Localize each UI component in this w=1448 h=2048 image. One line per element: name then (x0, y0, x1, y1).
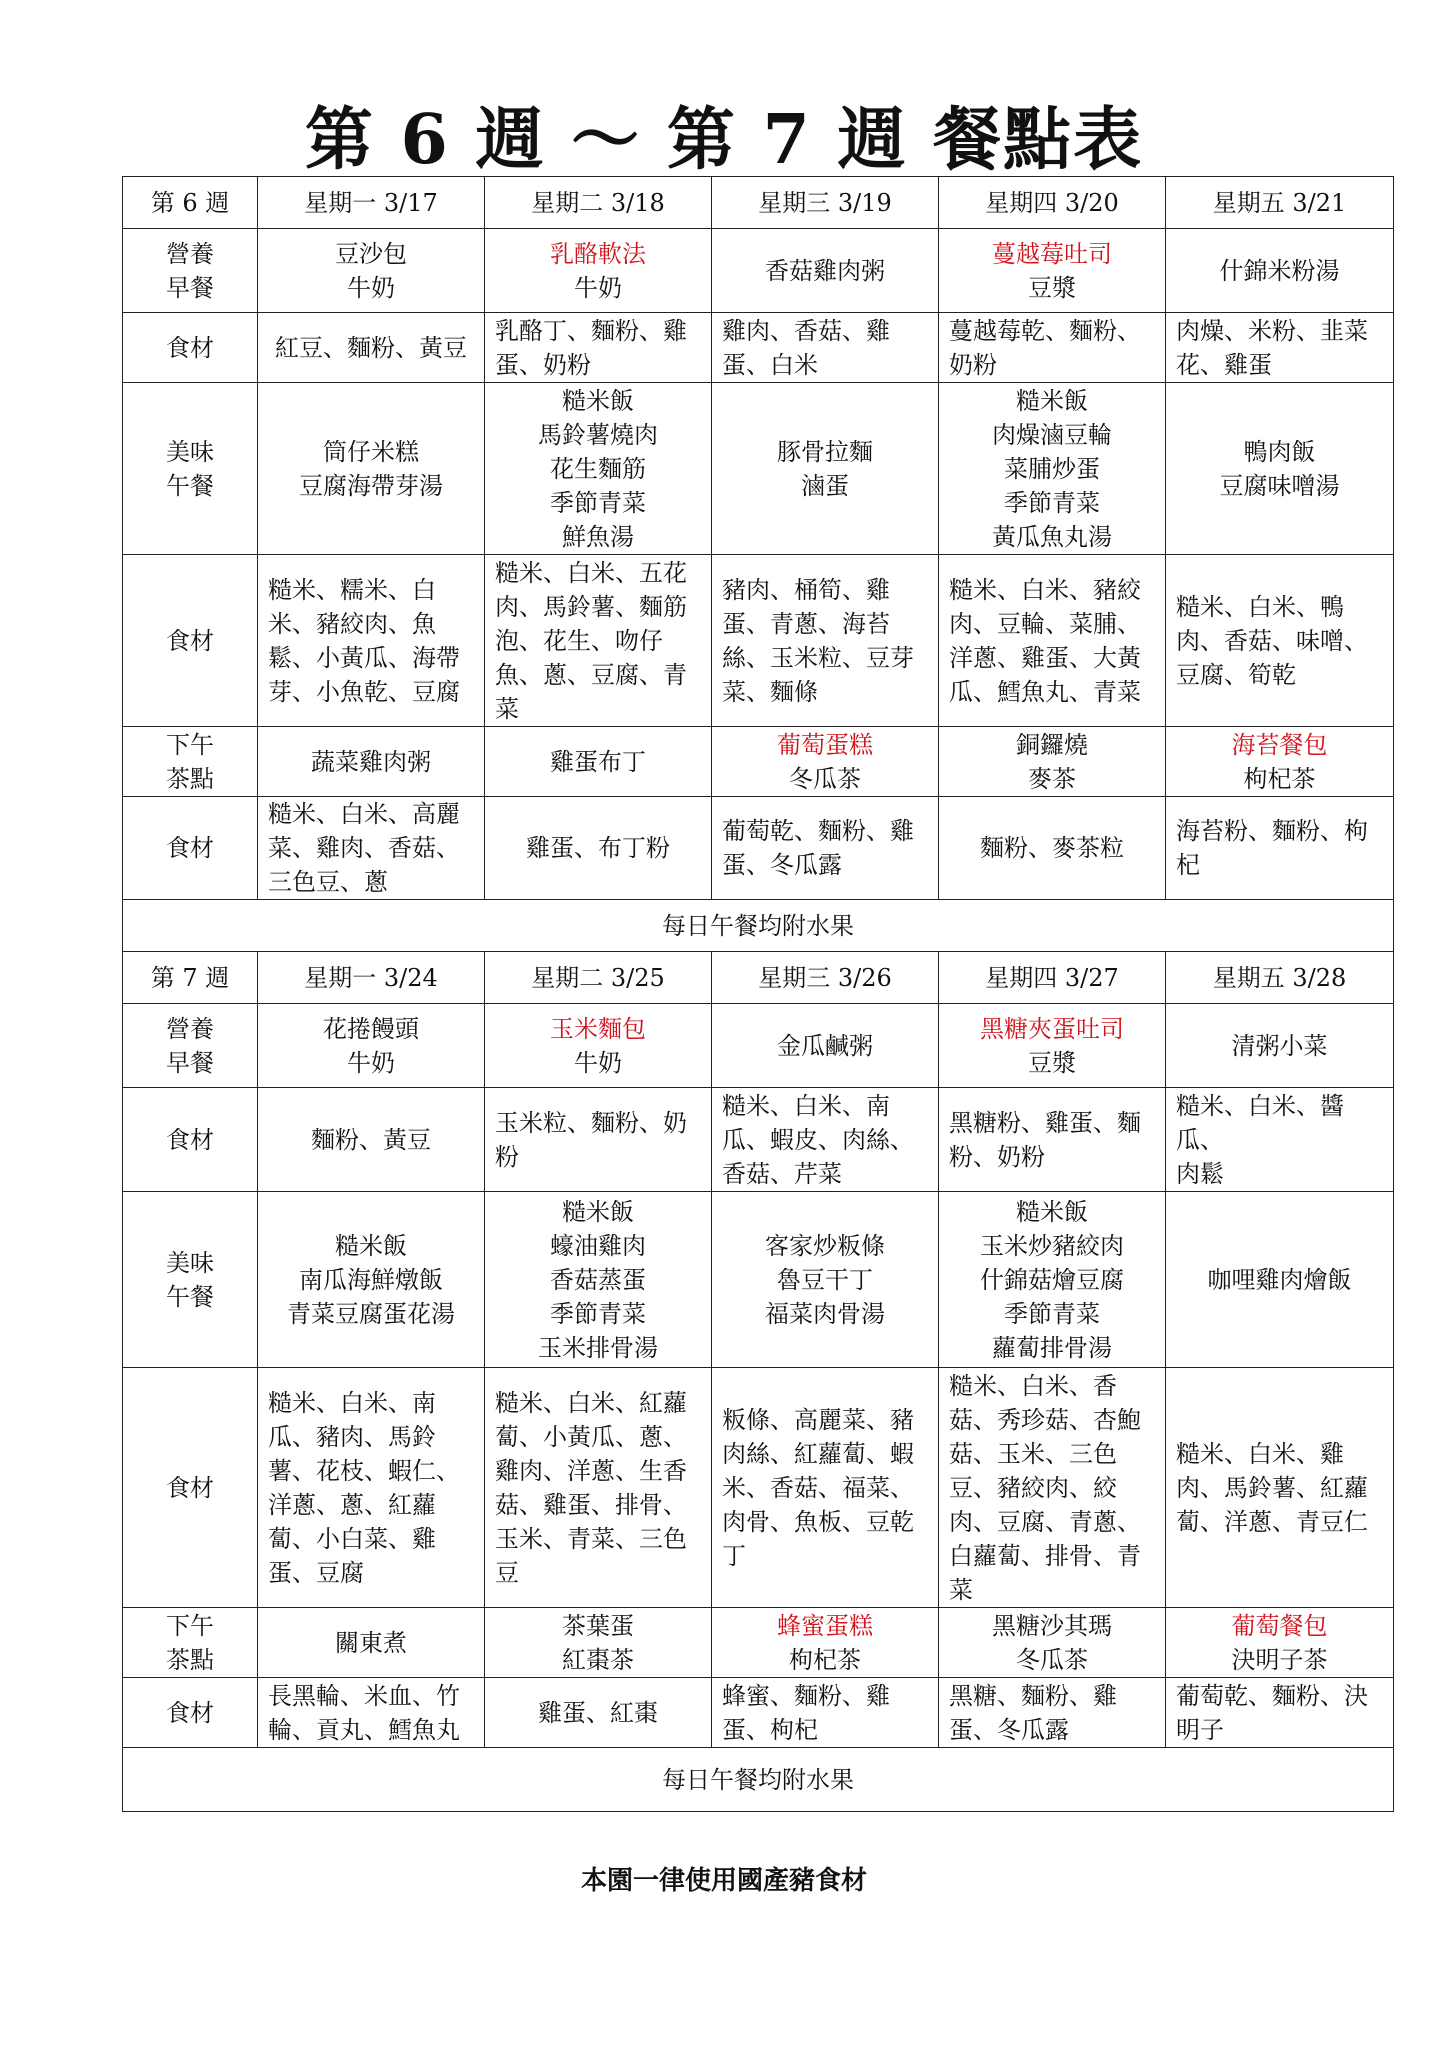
cell-line: 蔔、洋蔥、青豆仁 (1176, 1507, 1368, 1536)
row-label: 食材 (123, 797, 258, 900)
cell-line: 杞 (1176, 851, 1200, 879)
menu-item: 牛奶 (347, 273, 395, 302)
menu-item: 花捲饅頭 (323, 1014, 419, 1043)
ingredients-cell (258, 313, 485, 383)
row-label: 食材 (123, 1088, 258, 1192)
cell-line: 茶點 (166, 1645, 214, 1674)
ingredients-cell (258, 1678, 485, 1748)
menu-item: 什錦米粉湯 (1219, 256, 1340, 285)
cell-line: 蘿蔔排骨湯 (992, 1333, 1112, 1362)
lunch-cell (1166, 1192, 1394, 1368)
menu-item: 蔬菜雞肉粥 (311, 747, 431, 776)
day-header: 星期四 3/20 (939, 177, 1166, 229)
cell-line: 南瓜海鮮燉飯 (299, 1265, 443, 1294)
cell-line: 美味 (166, 437, 214, 466)
cell-line: 鴨肉飯 (1243, 437, 1316, 466)
cell-line: 青菜豆腐蛋花湯 (287, 1299, 455, 1328)
cell-line: 糙米、白米、南 (268, 1388, 436, 1417)
cell-line: 豬肉、桶筍、雞 (722, 575, 890, 604)
cell-line: 蛋、豆腐 (268, 1558, 364, 1587)
cell-line: 肉燥、米粉、韭菜 (1176, 316, 1368, 345)
breakfast-cell (1166, 229, 1394, 313)
cell-line: 瓜、豬肉、馬鈴 (268, 1422, 436, 1451)
menu-item: 牛奶 (574, 1048, 622, 1077)
cell-line: 肉、香菇、味噌、 (1176, 626, 1368, 655)
week-label: 第 6 週 (123, 177, 258, 229)
week-label: 第 7 週 (123, 952, 258, 1004)
cell-line: 玉米炒豬絞肉 (980, 1231, 1124, 1260)
cell-line: 下午 (166, 1611, 214, 1640)
cell-line: 季節青菜 (550, 1299, 646, 1328)
ingredients-cell (258, 555, 485, 727)
ingredients-cell (712, 555, 939, 727)
menu-item: 雞蛋布丁 (550, 747, 646, 776)
cell-line: 香菇蒸蛋 (550, 1265, 646, 1294)
menu-item: 冬瓜茶 (789, 764, 861, 793)
cell-line: 季節青菜 (550, 488, 646, 517)
cell-line: 紅豆、麵粉、黃豆 (275, 333, 467, 362)
cell-line: 泡、花生、吻仔 (495, 626, 663, 655)
cell-line: 菜 (495, 694, 519, 723)
row-label: 食材 (123, 1678, 258, 1748)
cell-line: 麵粉、麥茶粒 (980, 834, 1124, 862)
cell-line: 蔔、小白菜、雞 (268, 1524, 436, 1553)
cell-line: 糙米、白米、醬 (1176, 1091, 1344, 1120)
cell-line: 滷蛋 (801, 471, 849, 500)
day-header: 星期三 3/26 (712, 952, 939, 1004)
menu-item: 枸杞茶 (789, 1645, 861, 1674)
cell-line: 芽、小魚乾、豆腐 (268, 677, 460, 706)
cell-line: 肉骨、魚板、豆乾 (722, 1507, 914, 1536)
menu-item: 關東煮 (335, 1628, 407, 1657)
menu-item: 玉米麵包 (550, 1014, 646, 1043)
cell-line: 豆腐味噌湯 (1219, 471, 1340, 500)
breakfast-cell (258, 1004, 485, 1088)
menu-item: 黑糖沙其瑪 (992, 1611, 1112, 1640)
cell-line: 美味 (166, 1248, 214, 1277)
ingredients-cell (1166, 797, 1394, 900)
cell-line: 花、雞蛋 (1176, 350, 1272, 379)
cell-line: 糙米飯 (1016, 386, 1088, 415)
cell-line: 輪、貢丸、鱈魚丸 (268, 1715, 460, 1744)
menu-item: 金瓜鹹粥 (777, 1031, 873, 1060)
ingredients-cell (939, 1368, 1166, 1608)
snack-cell (258, 1608, 485, 1678)
menu-item: 牛奶 (574, 273, 622, 302)
page-title: 第 6 週 ～ 第 7 週 餐點表 (304, 100, 1144, 180)
cell-line: 白蘿蔔、排骨、青 (949, 1541, 1141, 1570)
cell-line: 肉、馬鈴薯、麵筋 (495, 592, 687, 621)
cell-line: 花生麵筋 (550, 454, 646, 483)
cell-line: 玉米、青菜、三色 (495, 1524, 687, 1553)
cell-line: 早餐 (166, 1048, 214, 1077)
cell-line: 菇、秀珍菇、杏鮑 (949, 1405, 1141, 1434)
menu-item: 枸杞茶 (1243, 764, 1316, 793)
cell-line: 糙米、白米、雞 (1176, 1439, 1344, 1468)
cell-line: 午餐 (166, 1282, 214, 1311)
ingredients-cell (939, 1678, 1166, 1748)
cell-line: 魚、蔥、豆腐、青 (495, 660, 687, 689)
breakfast-cell (1166, 1004, 1394, 1088)
cell-line: 豆、豬絞肉、絞 (949, 1473, 1117, 1502)
lunch-fruit-note: 每日午餐均附水果 (123, 1748, 1394, 1812)
menu-item: 牛奶 (347, 1048, 395, 1077)
snack-cell (939, 1608, 1166, 1678)
day-header: 星期五 3/21 (1166, 177, 1394, 229)
cell-line: 黑糖、麵粉、雞 (949, 1681, 1117, 1710)
menu-item: 麥茶 (1028, 764, 1076, 793)
menu-item: 香菇雞肉粥 (765, 256, 885, 285)
cell-line: 季節青菜 (1004, 1299, 1100, 1328)
cell-line: 糙米、白米、高麗 (268, 800, 460, 828)
cell-line: 豆 (495, 1558, 519, 1587)
cell-line: 肉絲、紅蘿蔔、蝦 (722, 1439, 914, 1468)
cell-line: 客家炒粄條 (765, 1231, 885, 1260)
ingredients-cell (939, 797, 1166, 900)
cell-line: 鮮魚湯 (562, 522, 634, 551)
cell-line: 菜、麵條 (722, 677, 818, 706)
cell-line: 糙米、糯米、白 (268, 575, 436, 604)
cell-line: 蛋、白米 (722, 350, 818, 379)
breakfast-cell (712, 229, 939, 313)
ingredients-cell (485, 555, 712, 727)
cell-line: 午餐 (166, 471, 214, 500)
menu-item: 銅鑼燒 (1016, 730, 1088, 759)
day-header: 星期二 3/18 (485, 177, 712, 229)
cell-line: 糙米、白米、豬絞 (949, 575, 1141, 604)
cell-line: 糙米飯 (335, 1231, 407, 1260)
cell-line: 玉米粒、麵粉、奶 (495, 1108, 687, 1137)
cell-line: 肉、豆腐、青蔥、 (949, 1507, 1141, 1536)
cell-line: 洋蔥、雞蛋、大黃 (949, 643, 1141, 672)
lunch-cell (712, 1192, 939, 1368)
snack-cell (485, 727, 712, 797)
cell-line: 雞蛋、紅棗 (538, 1698, 658, 1727)
cell-line: 絲、玉米粒、豆芽 (722, 643, 914, 672)
cell-line: 肉、馬鈴薯、紅蘿 (1176, 1473, 1368, 1502)
lunch-cell (485, 383, 712, 555)
cell-line: 蔓越莓乾、麵粉、 (949, 316, 1141, 345)
ingredients-cell (1166, 1088, 1394, 1192)
menu-item: 葡萄餐包 (1231, 1611, 1328, 1640)
snack-cell (258, 727, 485, 797)
cell-line: 玉米排骨湯 (538, 1333, 658, 1362)
cell-line: 筒仔米糕 (323, 437, 419, 466)
snack-cell (1166, 727, 1394, 797)
cell-line: 三色豆、蔥 (268, 868, 388, 896)
ingredients-cell (939, 1088, 1166, 1192)
cell-line: 鬆、小黃瓜、海帶 (268, 643, 460, 672)
breakfast-cell (485, 1004, 712, 1088)
cell-line: 蛋、冬瓜露 (722, 851, 842, 879)
snack-cell (1166, 1608, 1394, 1678)
cell-line: 糙米、白米、南 (722, 1091, 890, 1120)
cell-line: 葡萄乾、麵粉、決 (1176, 1681, 1368, 1710)
ingredients-cell (712, 1678, 939, 1748)
day-header: 星期一 3/17 (258, 177, 485, 229)
row-label: 食材 (123, 313, 258, 383)
menu-item: 蜂蜜蛋糕 (777, 1611, 873, 1640)
cell-line: 菇、雞蛋、排骨、 (495, 1490, 687, 1519)
row-label (123, 1004, 258, 1088)
day-header: 星期三 3/19 (712, 177, 939, 229)
ingredients-cell (485, 1088, 712, 1192)
cell-line: 麵粉、黃豆 (311, 1125, 431, 1154)
menu-item: 乳酪軟法 (550, 239, 646, 268)
breakfast-cell (485, 229, 712, 313)
lunch-cell (939, 1192, 1166, 1368)
ingredients-cell (712, 1088, 939, 1192)
ingredients-cell (258, 1368, 485, 1608)
breakfast-cell (939, 229, 1166, 313)
lunch-cell (939, 383, 1166, 555)
cell-line: 豚骨拉麵 (777, 437, 873, 466)
cell-line: 豆腐海帶芽湯 (299, 471, 443, 500)
snack-cell (485, 1608, 712, 1678)
menu-item: 清粥小菜 (1231, 1031, 1328, 1060)
cell-line: 粄條、高麗菜、豬 (722, 1405, 914, 1434)
cell-line: 蛋、奶粉 (495, 350, 591, 379)
cell-line: 肉鬆 (1176, 1159, 1224, 1188)
cell-line: 蛋、青蔥、海苔 (722, 609, 890, 638)
cell-line: 黑糖粉、雞蛋、麵 (949, 1108, 1141, 1137)
cell-line: 糙米、白米、香 (949, 1371, 1117, 1400)
ingredients-cell (485, 313, 712, 383)
row-label (123, 1192, 258, 1368)
cell-line: 馬鈴薯燒肉 (538, 420, 658, 449)
ingredients-cell (485, 1678, 712, 1748)
cell-line: 什錦菇燴豆腐 (980, 1265, 1124, 1294)
menu-item: 蔓越莓吐司 (992, 239, 1112, 268)
cell-line: 米、豬絞肉、魚 (268, 609, 436, 638)
cell-line: 菜、雞肉、香菇、 (268, 834, 460, 862)
cell-line: 肉、豆輪、菜脯、 (949, 609, 1141, 638)
cell-line: 糙米飯 (1016, 1197, 1088, 1226)
cell-line: 豆腐、筍乾 (1176, 660, 1296, 689)
ingredients-cell (939, 555, 1166, 727)
menu-item: 紅棗茶 (562, 1645, 634, 1674)
ingredients-cell (712, 797, 939, 900)
cell-line: 雞蛋、布丁粉 (526, 834, 670, 862)
ingredients-cell (485, 797, 712, 900)
cell-line: 雞肉、香菇、雞 (722, 316, 890, 345)
snack-cell (712, 727, 939, 797)
cell-line: 營養 (166, 1014, 214, 1043)
cell-line: 粉 (495, 1142, 519, 1171)
ingredients-cell (258, 1088, 485, 1192)
cell-line: 糙米、白米、五花 (495, 558, 687, 587)
cell-line: 蔔、小黃瓜、蔥、 (495, 1422, 687, 1451)
cell-line: 營養 (166, 239, 214, 268)
cell-line: 糙米、白米、鴨 (1176, 592, 1344, 621)
day-header: 星期四 3/27 (939, 952, 1166, 1004)
day-header: 星期五 3/28 (1166, 952, 1394, 1004)
lunch-cell (712, 383, 939, 555)
ingredients-cell (939, 313, 1166, 383)
cell-line: 下午 (166, 730, 214, 759)
lunch-cell (485, 1192, 712, 1368)
ingredients-cell (485, 1368, 712, 1608)
lunch-cell (1166, 383, 1394, 555)
cell-line: 肉燥滷豆輪 (992, 420, 1112, 449)
cell-line: 黃瓜魚丸湯 (992, 522, 1112, 551)
menu-item: 豆漿 (1028, 273, 1076, 302)
cell-line: 魯豆干丁 (777, 1265, 873, 1294)
day-header: 星期一 3/24 (258, 952, 485, 1004)
cell-line: 香菇、芹菜 (722, 1159, 842, 1188)
row-label (123, 383, 258, 555)
row-label: 食材 (123, 555, 258, 727)
lunch-fruit-note: 每日午餐均附水果 (123, 900, 1394, 952)
row-label (123, 229, 258, 313)
cell-line: 長黑輪、米血、竹 (268, 1681, 460, 1710)
cell-line: 洋蔥、蔥、紅蘿 (268, 1490, 436, 1519)
ingredients-cell (1166, 1678, 1394, 1748)
snack-cell (939, 727, 1166, 797)
cell-line: 丁 (722, 1541, 746, 1570)
cell-line: 糙米、白米、紅蘿 (495, 1388, 687, 1417)
cell-line: 福菜肉骨湯 (765, 1299, 885, 1328)
cell-line: 早餐 (166, 273, 214, 302)
cell-line: 葡萄乾、麵粉、雞 (722, 817, 914, 845)
row-label (123, 727, 258, 797)
cell-line: 米、香菇、福菜、 (722, 1473, 914, 1502)
cell-line: 糙米飯 (562, 1197, 634, 1226)
menu-item: 海苔餐包 (1231, 730, 1328, 759)
breakfast-cell (939, 1004, 1166, 1088)
day-header: 星期二 3/25 (485, 952, 712, 1004)
ingredients-cell (1166, 1368, 1394, 1608)
row-label (123, 1608, 258, 1678)
cell-line: 乳酪丁、麵粉、雞 (495, 316, 687, 345)
menu-table (122, 176, 1394, 1812)
menu-item: 黑糖夾蛋吐司 (980, 1014, 1124, 1043)
cell-line: 蠔油雞肉 (550, 1231, 646, 1260)
menu-item: 葡萄蛋糕 (777, 730, 873, 759)
breakfast-cell (258, 229, 485, 313)
cell-line: 蜂蜜、麵粉、雞 (722, 1681, 890, 1710)
cell-line: 瓜、鱈魚丸、青菜 (949, 677, 1141, 706)
cell-line: 瓜、 (1176, 1125, 1224, 1154)
ingredients-cell (712, 313, 939, 383)
ingredients-cell (712, 1368, 939, 1608)
cell-line: 茶點 (166, 764, 214, 793)
row-label: 食材 (123, 1368, 258, 1608)
menu-item: 決明子茶 (1231, 1645, 1328, 1674)
ingredients-cell (1166, 555, 1394, 727)
cell-line: 菜 (949, 1575, 973, 1604)
lunch-cell (258, 1192, 485, 1368)
footer-note: 本園一律使用國產豬食材 (580, 1866, 867, 1896)
cell-line: 雞肉、洋蔥、生香 (495, 1456, 687, 1485)
cell-line: 瓜、蝦皮、肉絲、 (722, 1125, 914, 1154)
cell-line: 蛋、冬瓜露 (949, 1715, 1069, 1744)
cell-line: 明子 (1176, 1715, 1224, 1744)
cell-line: 季節青菜 (1004, 488, 1100, 517)
snack-cell (712, 1608, 939, 1678)
cell-line: 薯、花枝、蝦仁、 (268, 1456, 460, 1485)
cell-line: 海苔粉、麵粉、枸 (1176, 817, 1368, 845)
ingredients-cell (1166, 313, 1394, 383)
cell-line: 菇、玉米、三色 (949, 1439, 1117, 1468)
cell-line: 粉、奶粉 (949, 1142, 1045, 1171)
menu-item: 豆漿 (1028, 1048, 1076, 1077)
lunch-cell (258, 383, 485, 555)
menu-item: 冬瓜茶 (1016, 1645, 1088, 1674)
cell-line: 奶粉 (949, 350, 997, 379)
menu-item: 茶葉蛋 (562, 1611, 634, 1640)
menu-item: 豆沙包 (335, 239, 407, 268)
ingredients-cell (258, 797, 485, 900)
cell-line: 蛋、枸杞 (722, 1715, 818, 1744)
cell-line: 菜脯炒蛋 (1004, 454, 1100, 483)
cell-line: 咖哩雞肉燴飯 (1207, 1265, 1352, 1294)
breakfast-cell (712, 1004, 939, 1088)
cell-line: 糙米飯 (562, 386, 634, 415)
